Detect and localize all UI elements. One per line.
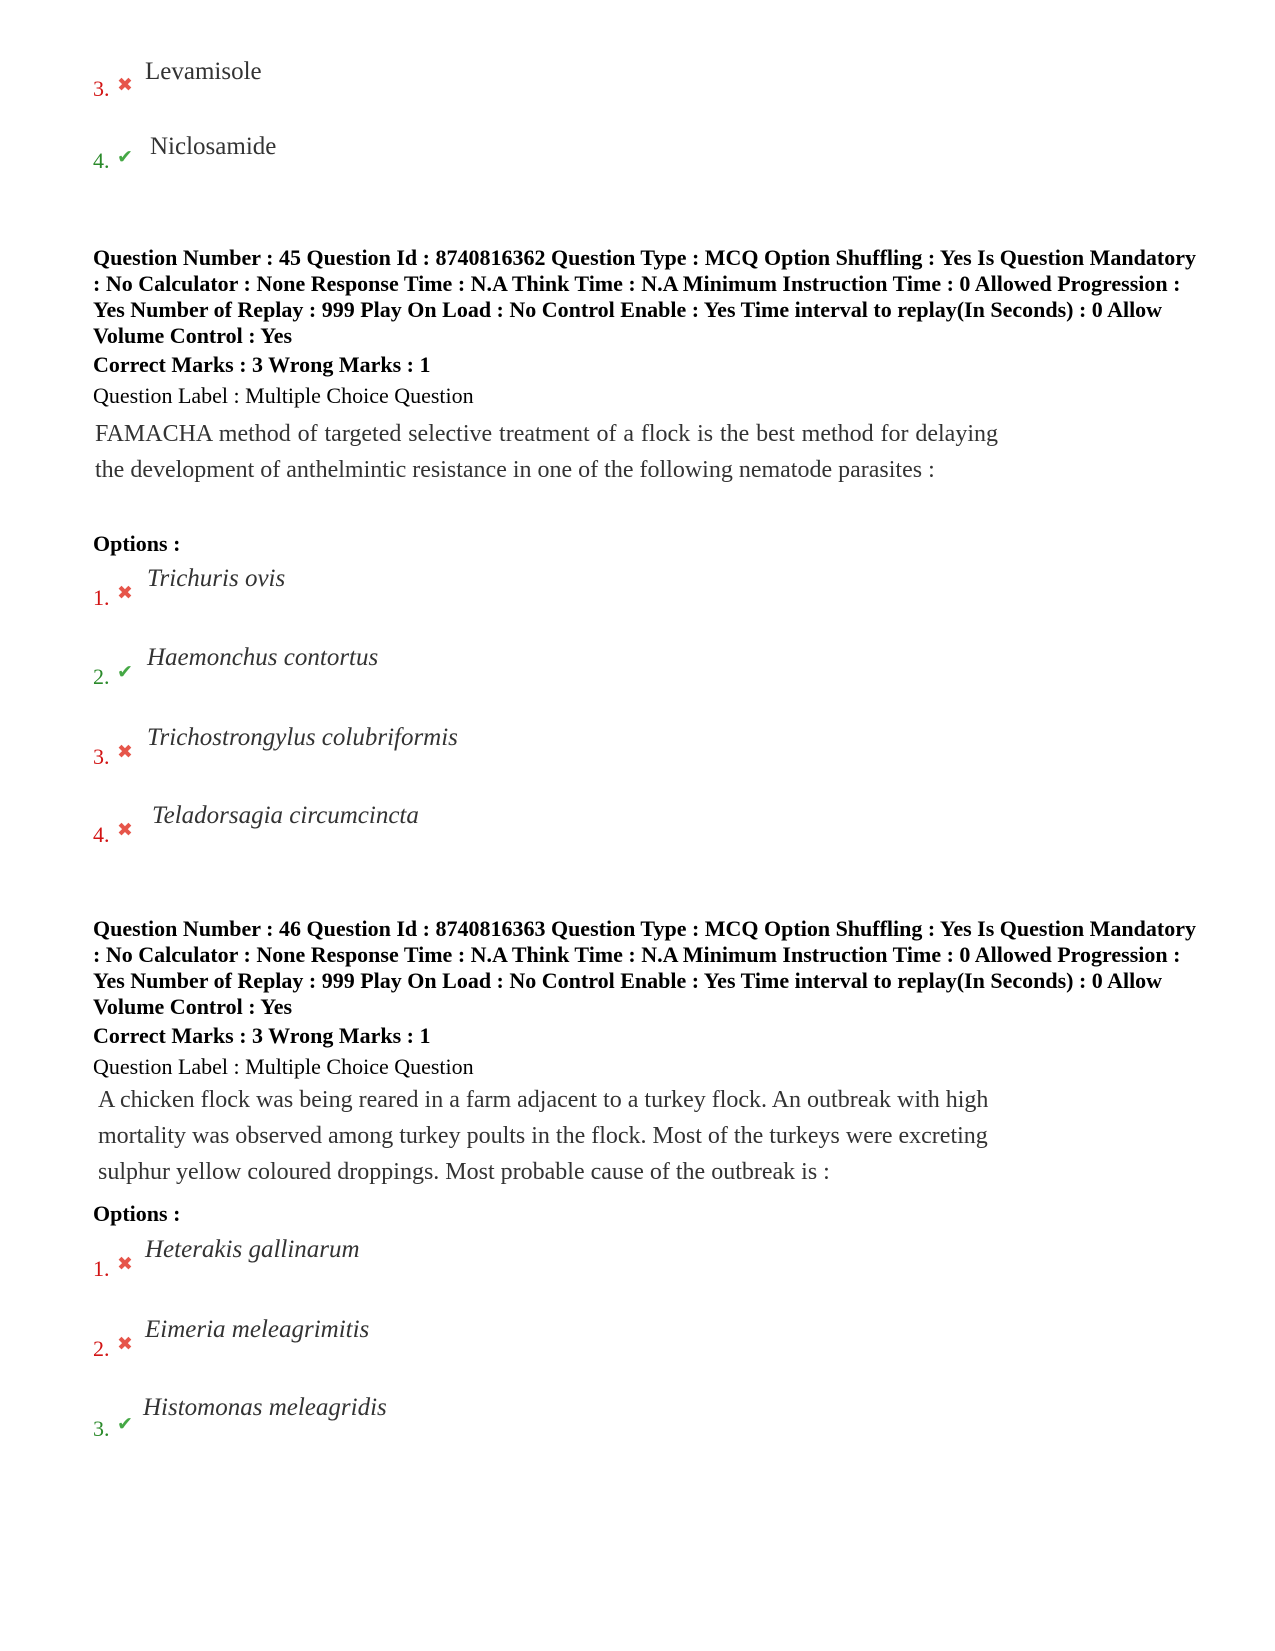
option-text: Trichostrongylus colubriformis: [147, 724, 458, 751]
option-number: 3.: [93, 744, 110, 769]
option-number: 3.: [93, 76, 110, 101]
option-number: 1.: [93, 585, 110, 610]
correct-icon: ✔: [117, 146, 133, 168]
option-text: Histomonas meleagridis: [143, 1394, 387, 1421]
correct-icon: ✔: [117, 661, 133, 683]
question-label: Question Label : Multiple Choice Question: [93, 383, 474, 408]
option-text: Levamisole: [145, 58, 262, 85]
option-number: 3.: [93, 1416, 110, 1441]
question-marks: Correct Marks : 3 Wrong Marks : 1: [93, 1023, 431, 1048]
wrong-icon: ✖: [117, 1333, 133, 1355]
option-number: 2.: [93, 1336, 110, 1361]
options-heading: Options :: [93, 531, 181, 556]
question-label: Question Label : Multiple Choice Question: [93, 1054, 474, 1079]
option-text: Eimeria meleagrimitis: [145, 1316, 370, 1343]
question-text: A chicken flock was being reared in a farm adjacent to a turkey flock. An outbreak with high mortality was observed among turkey poults in the flock. Most of the turkeys were excreting sulphur yellow coloured droppings. Most probable cause of the outbreak is :: [98, 1087, 989, 1185]
option-text: Teladorsagia circumcincta: [152, 802, 419, 829]
option-number: 1.: [93, 1256, 110, 1281]
wrong-icon: ✖: [117, 582, 133, 604]
option-text: Heterakis gallinarum: [145, 1236, 360, 1263]
option-text: Niclosamide: [150, 133, 277, 160]
wrong-icon: ✖: [117, 819, 133, 841]
correct-icon: ✔: [117, 1413, 133, 1435]
question-text: FAMACHA method of targeted selective treatment of a flock is the best method for delaying the development of anthelmintic resistance in one of the following nematode parasites :: [95, 421, 998, 483]
option-text: Haemonchus contortus: [147, 644, 379, 671]
question-marks: Correct Marks : 3 Wrong Marks : 1: [93, 352, 431, 377]
wrong-icon: ✖: [117, 74, 133, 96]
wrong-icon: ✖: [117, 741, 133, 763]
options-heading: Options :: [93, 1201, 181, 1226]
wrong-icon: ✖: [117, 1253, 133, 1275]
question-meta: Question Number : 46 Question Id : 8740816363 Question Type : MCQ Option Shuffling : Yes Is Question Mandatory : No Calculator : None Response Time : N.A Think Time : N.A Minimum Instruction Time : 0 Allowed Progression : Yes Number of Replay : 999 Play On Load : No Control Enable : Yes Time interval to replay(In Seconds) : 0 Allow Volume Control : Yes: [93, 916, 1196, 1019]
option-number: 4.: [93, 822, 110, 847]
option-number: 2.: [93, 664, 110, 689]
option-number: 4.: [93, 148, 110, 173]
question-meta: Question Number : 45 Question Id : 8740816362 Question Type : MCQ Option Shuffling : Yes Is Question Mandatory : No Calculator : None Response Time : N.A Think Time : N.A Minimum Instruction Time : 0 Allowed Progression : Yes Number of Replay : 999 Play On Load : No Control Enable : Yes Time interval to replay(In Seconds) : 0 Allow Volume Control : Yes: [93, 245, 1196, 348]
option-text: Trichuris ovis: [147, 565, 286, 592]
